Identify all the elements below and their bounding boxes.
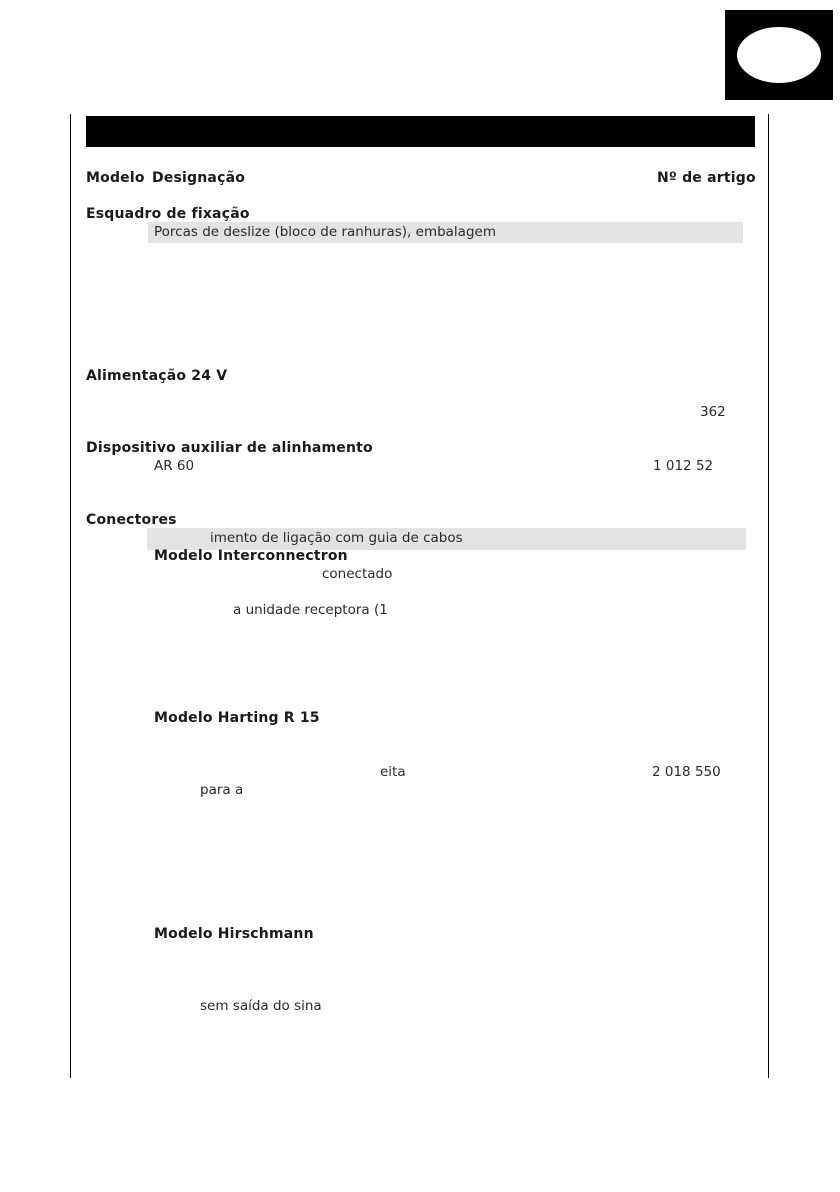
section-title-fixing-bracket: Esquadro de fixação <box>86 206 250 222</box>
corner-oval <box>737 27 821 83</box>
harting-line-1: eita <box>380 764 406 780</box>
fixing-bracket-item: Porcas de deslize (bloco de ranhuras), embalagem <box>154 224 496 240</box>
header-bar <box>86 116 755 147</box>
harting-line-2: para a <box>200 782 244 798</box>
harting-article: 2 018 550 <box>652 764 721 780</box>
interconnectron-line-1: conectado <box>322 566 393 582</box>
connectors-highlight-text: imento de ligação com guia de cabos <box>210 530 463 546</box>
alignment-aid-article: 1 012 52 <box>653 458 714 474</box>
hirschmann-line-1: sem saída do sina <box>200 998 322 1014</box>
subsection-title-hirschmann: Modelo Hirschmann <box>154 926 314 942</box>
right-margin-rule <box>768 114 769 1078</box>
power-supply-article: 362 <box>700 404 726 420</box>
alignment-aid-model: AR 60 <box>154 458 195 474</box>
left-margin-rule <box>70 114 71 1078</box>
subsection-title-harting: Modelo Harting R 15 <box>154 710 320 726</box>
section-title-connectors: Conectores <box>86 512 177 528</box>
section-title-power-supply: Alimentação 24 V <box>86 368 228 384</box>
interconnectron-line-2: a unidade receptora (1 <box>233 602 388 618</box>
column-header-article: Nº de artigo <box>657 170 756 186</box>
subsection-title-interconnectron: Modelo Interconnectron <box>154 548 348 564</box>
section-title-alignment-aid: Dispositivo auxiliar de alinhamento <box>86 440 373 456</box>
column-header-designation: Designação <box>152 170 246 186</box>
column-header-model: Modelo <box>86 170 145 186</box>
